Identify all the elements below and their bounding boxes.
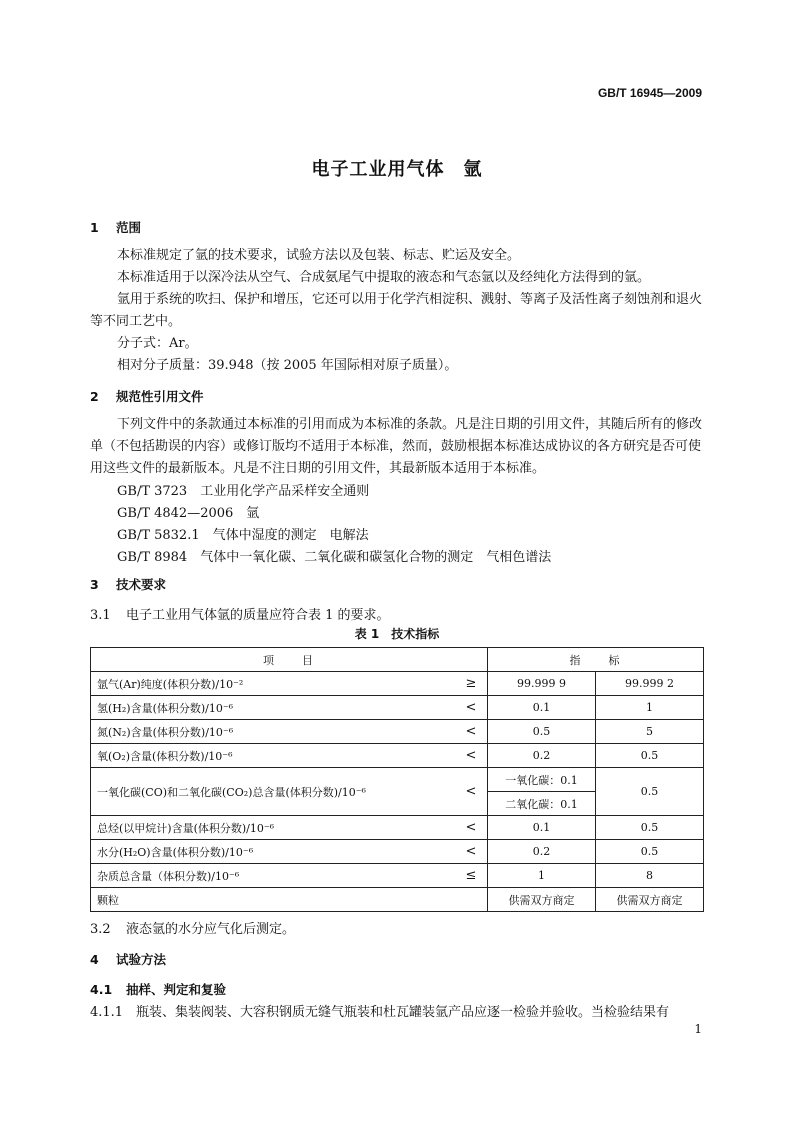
operator: <	[455, 744, 488, 768]
table-caption: 表 1 技术指标	[354, 627, 440, 641]
header-item: 项 目	[91, 648, 488, 672]
operator: <	[455, 840, 488, 864]
value-grade-2: 0.5	[596, 840, 704, 864]
document-title: 电子工业用气体 氩	[311, 159, 483, 180]
clause-4-1	[90, 980, 226, 998]
clause-number: 3.2	[90, 922, 111, 937]
value-grade-1: 0.2	[488, 744, 596, 768]
paragraph: 本标准规定了氩的技术要求，试验方法以及包装、标志、贮运及安全。	[117, 248, 521, 263]
table-row	[91, 696, 704, 720]
operator: ≤	[455, 864, 488, 888]
section-number: 1	[90, 220, 99, 235]
section-1-heading	[90, 218, 141, 236]
clause-number: 4.1.1	[90, 1005, 124, 1020]
item-name: 颗粒	[91, 888, 456, 912]
spec-table	[90, 647, 704, 912]
value-grade-2: 99.999 2	[596, 672, 704, 696]
item-name: 一氧化碳(CO)和二氧化碳(CO₂)总含量(体积分数)/10⁻⁶	[91, 768, 456, 816]
value-grade-1: 0.1	[488, 696, 596, 720]
value-grade-2: 0.5	[596, 744, 704, 768]
section-4-heading	[90, 950, 166, 968]
table-row	[91, 816, 704, 840]
page-number: 1	[694, 1022, 702, 1036]
operator: <	[455, 768, 488, 816]
operator: <	[455, 720, 488, 744]
section-title: 试验方法	[116, 952, 167, 967]
table-row	[91, 744, 704, 768]
reference-item: GB/T 5832.1 气体中湿度的测定 电解法	[117, 528, 369, 543]
clause-text: 电子工业用气体氩的质量应符合表 1 的要求。	[126, 608, 390, 623]
reference-item: GB/T 3723 工业用化学产品采样安全通则	[117, 484, 370, 499]
clause-3-2	[90, 918, 295, 937]
value-grade-1: 1	[488, 864, 596, 888]
value-grade-1: 99.999 9	[488, 672, 596, 696]
clause-text: 液态氩的水分应气化后测定。	[126, 922, 296, 937]
value-grade-1: 0.1	[488, 816, 596, 840]
clause-4-1-1	[90, 1001, 704, 1020]
item-name: 氩气(Ar)纯度(体积分数)/10⁻²	[91, 672, 456, 696]
section-title: 规范性引用文件	[116, 389, 204, 404]
section-number: 2	[90, 389, 99, 404]
value-grade-1: 0.2	[488, 840, 596, 864]
item-name: 杂质总含量（体积分数)/10⁻⁶	[91, 864, 456, 888]
reference-item: GB/T 4842—2006 氩	[117, 506, 260, 521]
operator: <	[455, 816, 488, 840]
table-header-row	[91, 648, 704, 672]
paragraph: 相对分子质量：39.948（按 2005 年国际相对原子质量）。	[117, 358, 458, 373]
paragraph: 下列文件中的条款通过本标准的引用而成为本标准的条款。凡是注日期的引用文件，其随后所有的修改单（不包括勘误的内容）或修订版均不适用于本标准，然而，鼓励根据本标准达成协议的各方研究是否可使用这些文件的最新版本。凡是不注日期的引用文件，其最新版本适用于本标准。	[90, 417, 703, 476]
value-grade-2: 0.5	[596, 816, 704, 840]
item-name: 氮(N₂)含量(体积分数)/10⁻⁶	[91, 720, 456, 744]
value-grade-1-co: 一氧化碳：0.1	[488, 768, 596, 792]
section-3-heading	[90, 575, 166, 593]
value-grade-1: 供需双方商定	[488, 888, 596, 912]
clause-number: 4.1	[90, 982, 113, 997]
operator: ≥	[455, 672, 488, 696]
value-grade-2: 0.5	[596, 768, 704, 816]
item-name: 氧(O₂)含量(体积分数)/10⁻⁶	[91, 744, 456, 768]
section-2-heading	[90, 387, 204, 405]
item-name: 总烃(以甲烷计)含量(体积分数)/10⁻⁶	[91, 816, 456, 840]
section-number: 4	[90, 952, 99, 967]
value-grade-2: 8	[596, 864, 704, 888]
item-name: 氢(H₂)含量(体积分数)/10⁻⁶	[91, 696, 456, 720]
paragraph: 分子式：Ar。	[117, 336, 198, 351]
table-row	[91, 768, 704, 792]
clause-number: 3.1	[90, 608, 111, 623]
clause-text: 瓶装、集装阀装、大容积钢质无缝气瓶装和杜瓦罐装氩产品应逐一检验并验收。当检验结果有	[136, 1005, 670, 1020]
section-title: 技术要求	[116, 577, 167, 592]
value-grade-2: 供需双方商定	[596, 888, 704, 912]
operator: <	[455, 696, 488, 720]
table-row	[91, 888, 704, 912]
operator	[455, 888, 488, 912]
paragraph: 本标准适用于以深冷法从空气、合成氨尾气中提取的液态和气态氩以及经纯化方法得到的氩。	[117, 270, 651, 285]
clause-3-1	[90, 604, 390, 623]
clause-title: 抽样、判定和复验	[126, 982, 227, 997]
value-grade-1: 0.5	[488, 720, 596, 744]
table-row	[91, 840, 704, 864]
section-title: 范围	[116, 220, 142, 235]
value-grade-1-co2: 二氧化碳：0.1	[488, 792, 596, 816]
table-row	[91, 720, 704, 744]
reference-item: GB/T 8984 气体中一氧化碳、二氧化碳和碳氢化合物的测定 气相色谱法	[117, 550, 552, 565]
value-grade-2: 5	[596, 720, 704, 744]
header-value: 指 标	[488, 648, 704, 672]
standard-number: GB/T 16945—2009	[597, 86, 702, 100]
table-row	[91, 672, 704, 696]
item-name: 水分(H₂O)含量(体积分数)/10⁻⁶	[91, 840, 456, 864]
section-number: 3	[90, 577, 99, 592]
value-grade-2: 1	[596, 696, 704, 720]
table-row	[91, 864, 704, 888]
paragraph: 氩用于系统的吹扫、保护和增压，它还可以用于化学汽相淀积、溅射、等离子及活性离子刻蚀剂和退火等不同工艺中。	[90, 292, 703, 329]
